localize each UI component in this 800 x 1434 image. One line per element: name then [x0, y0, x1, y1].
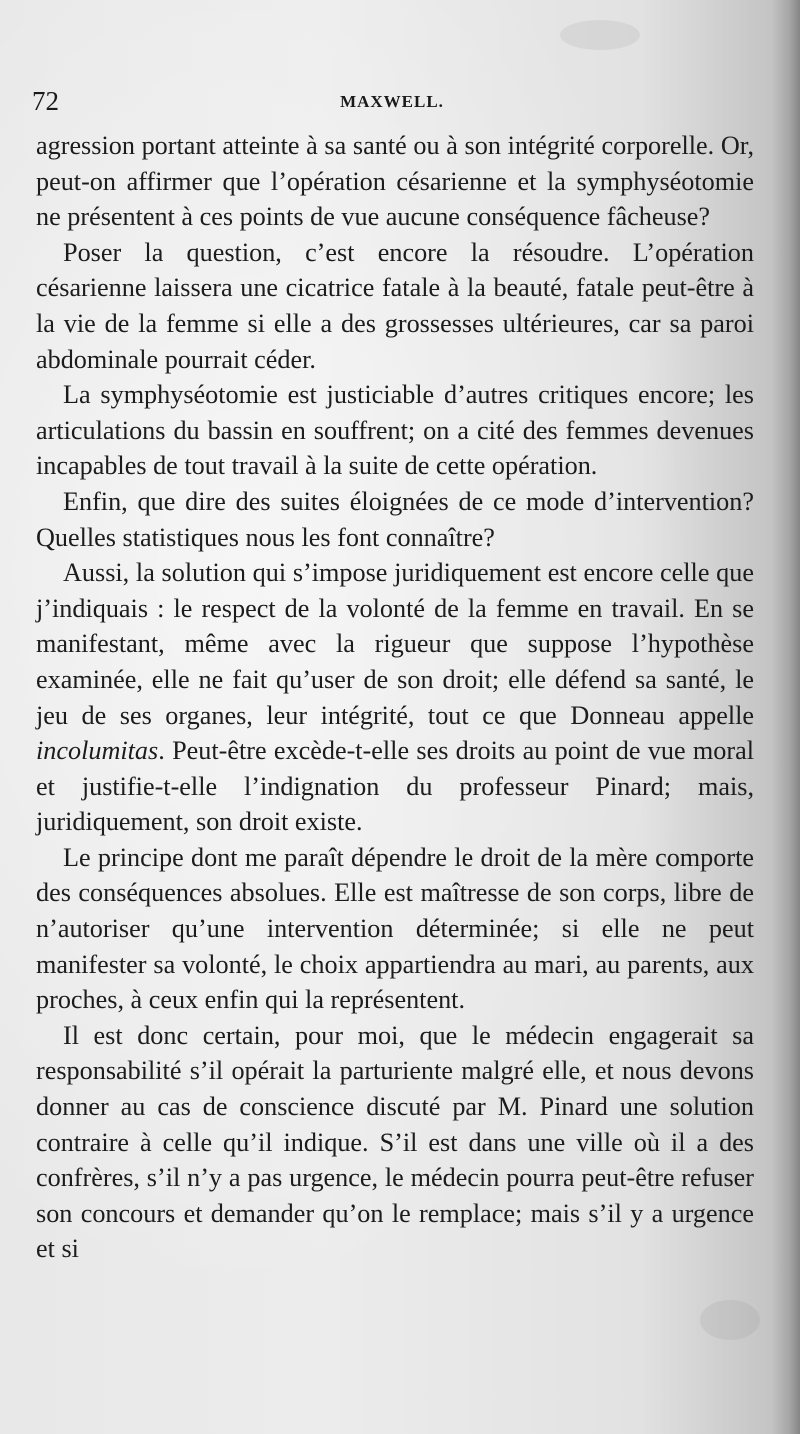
paragraph-text: . Peut-être excède-t-elle ses droits au point de vue moral et justifie-t-elle l’indignation du professeur Pinard; mais, juridiquement, son droit existe.: [36, 736, 754, 837]
paragraph-text: agression portant atteinte à sa santé ou à son intégrité corporelle. Or, peut-on affirmer que l’opération césarienne et la symphyséotomie ne présentent à ces points de vue aucune conséquence fâcheuse?: [36, 131, 754, 232]
paragraph-text: Poser la question, c’est encore la résoudre. L’opération césarienne laissera une cicatrice fatale à la beauté, fatale peut-être à la vie de la femme si elle a des grossesses ultérieures, car sa paroi abdominale pourrait céder.: [36, 237, 754, 374]
paragraph-text: Le principe dont me paraît dépendre le droit de la mère comporte des conséquences absolues. Elle est maîtresse de son corps, libre de n’autoriser qu’une intervention déterminée; si elle ne peut manifester sa volonté, le choix appartiendra au mari, au parents, aux proches, à ceux enfin qui la représentent.: [36, 842, 754, 1015]
page-edge-shadow: [772, 0, 800, 1434]
paragraph: [36, 128, 754, 235]
paragraph: [36, 840, 754, 1018]
paragraph-text: Il est donc certain, pour moi, que le médecin engagerait sa responsabilité s’il opérait la parturiente malgré elle, et nous devons donner au cas de conscience discuté par M. Pinard une solution contraire à celle qu’il indique. S’il est dans une ville où il a des confrères, s’il n’y a pas urgence, le médecin pourra peut-être refuser son concours et demander qu’on le remplace; mais s’il y a urgence et si: [36, 1020, 754, 1264]
paragraph: [36, 377, 754, 484]
running-head: MAXWELL.: [340, 92, 444, 111]
page-number: 72: [32, 86, 59, 116]
paragraph-text: La symphyséotomie est justiciable d’autres critiques encore; les articulations du bassin en souffrent; on a cité des femmes devenues incapables de tout travail à la suite de cette opération.: [36, 380, 754, 481]
page-header: [32, 86, 752, 120]
paragraph: [36, 1018, 754, 1267]
paper-stain: [560, 20, 640, 50]
italic-term: incolumitas: [36, 736, 159, 766]
body-text: [36, 128, 754, 1267]
paragraph: [36, 555, 754, 840]
paragraph-text: Aussi, la solution qui s’impose juridiquement est encore celle que j’indiquais : le respect de la volonté de la femme en travail. En se manifestant, même avec la rigueur que suppose l’hypothèse examinée, elle ne fait qu’user de son droit; elle défend sa santé, le jeu de ses organes, leur intégrité, tout ce que Donneau appelle: [36, 558, 754, 730]
paragraph-text: Enfin, que dire des suites éloignées de ce mode d’intervention? Quelles statistiques nous les font connaître?: [36, 486, 754, 552]
paragraph: [36, 235, 754, 377]
paper-stain: [700, 1300, 760, 1340]
paragraph: [36, 484, 754, 555]
